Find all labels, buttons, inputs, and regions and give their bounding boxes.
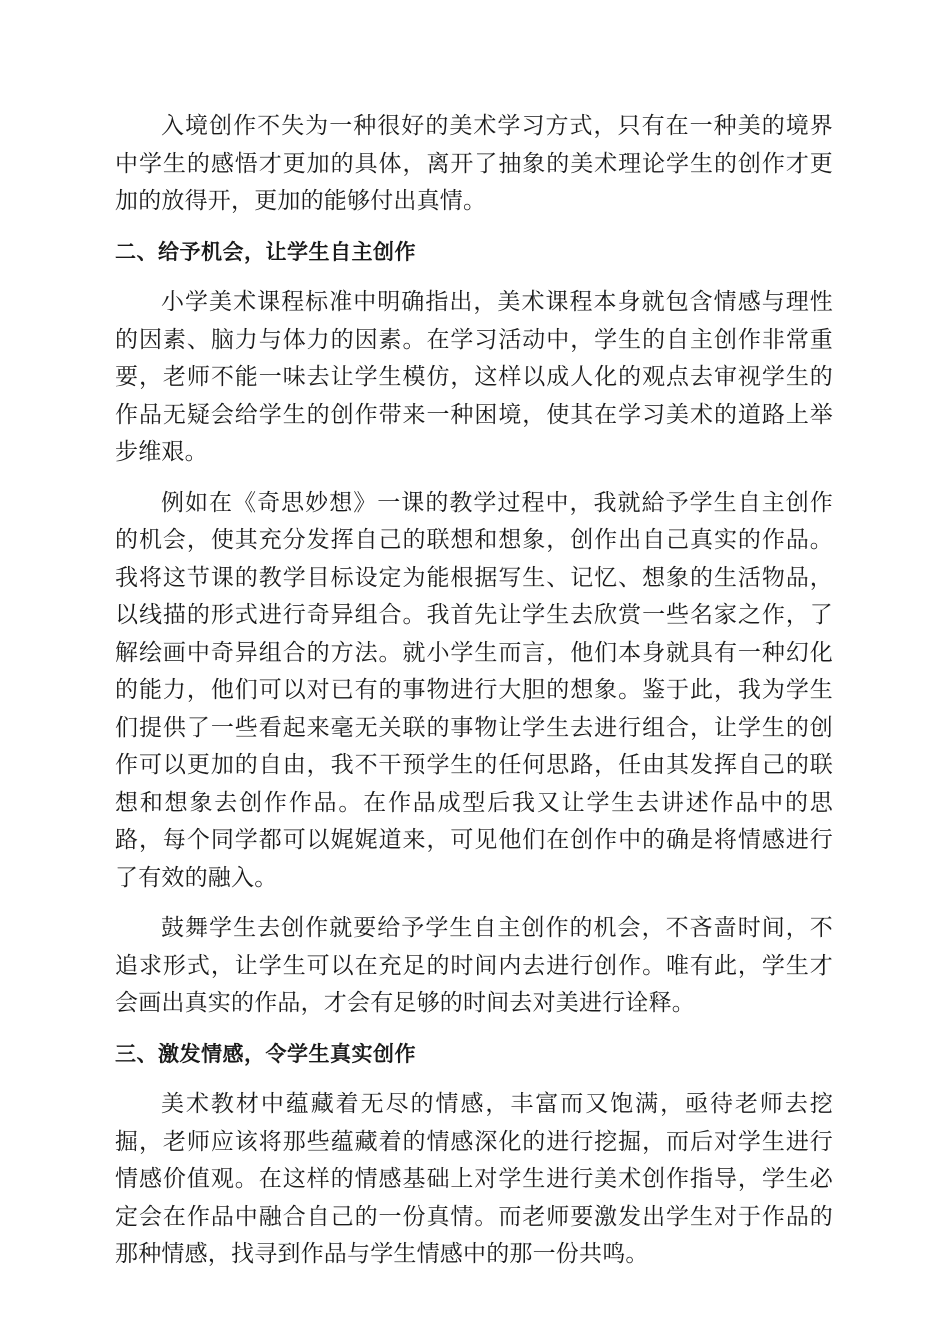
section-heading-2: 二、给予机会，让学生自主创作 (115, 239, 416, 264)
paragraph-intro: 入境创作不失为一种很好的美术学习方式，只有在一种美的境界中学生的感悟才更加的具体，离开了抽象的美术理论学生的创作才更加的放得开，更加的能够付出真情。 (115, 113, 833, 214)
paragraph-example: 例如在《奇思妙想》一课的教学过程中，我就給予学生自主创作的机会，使其充分发挥自己的联想和想象，创作出自己真实的作品。我将这节课的教学目标设定为能根据写生、记忆、想象的生活物品，以线描的形式进行奇异组合。我首先让学生去欣赏一些名家之作，了解绘画中奇异组合的方法。就小学生而言，他们本身就具有一种幻化的能力，他们可以对已有的事物进行大胆的想象。鉴于此，我为学生们提供了一些看起来毫无关联的事物让学生去进行组合，让学生的创作可以更加的自由，我不干预学生的任何思路，任由其发挥自己的联想和想象去创作作品。在作品成型后我又让学生去讲述作品中的思路，每个同学都可以娓娓道来，可见他们在创作中的确是将情感进行了有效的融入。 (115, 489, 833, 891)
paragraph-curriculum: 小学美术课程标准中明确指出，美术课程本身就包含情感与理性的因素、脑力与体力的因素。在学习活动中，学生的自主创作非常重要，老师不能一味去让学生模仿，这样以成人化的观点去审视学生的作品无疑会给学生的创作带来一种困境，使其在学习美术的道路上举步维艰。 (115, 289, 833, 465)
document-page (115, 108, 833, 1287)
paragraph-encourage: 鼓舞学生去创作就要给予学生自主创作的机会，不吝啬时间，不追求形式，让学生可以在充足的时间内去进行创作。唯有此，学生才会画出真实的作品，才会有足够的时间去对美进行诠释。 (115, 915, 833, 1016)
section-heading-3: 三、激发情感，令学生真实创作 (115, 1041, 416, 1066)
paragraph-emotion: 美术教材中蕴藏着无尽的情感，丰富而又饱满，亟待老师去挖掘，老师应该将那些蕴藏着的情感深化的进行挖掘，而后对学生进行情感价值观。在这样的情感基础上对学生进行美术创作指导，学生必定会在作品中融合自己的一份真情。而老师要激发出学生对于作品的那种情感，找寻到作品与学生情感中的那一份共鸣。 (115, 1091, 833, 1267)
